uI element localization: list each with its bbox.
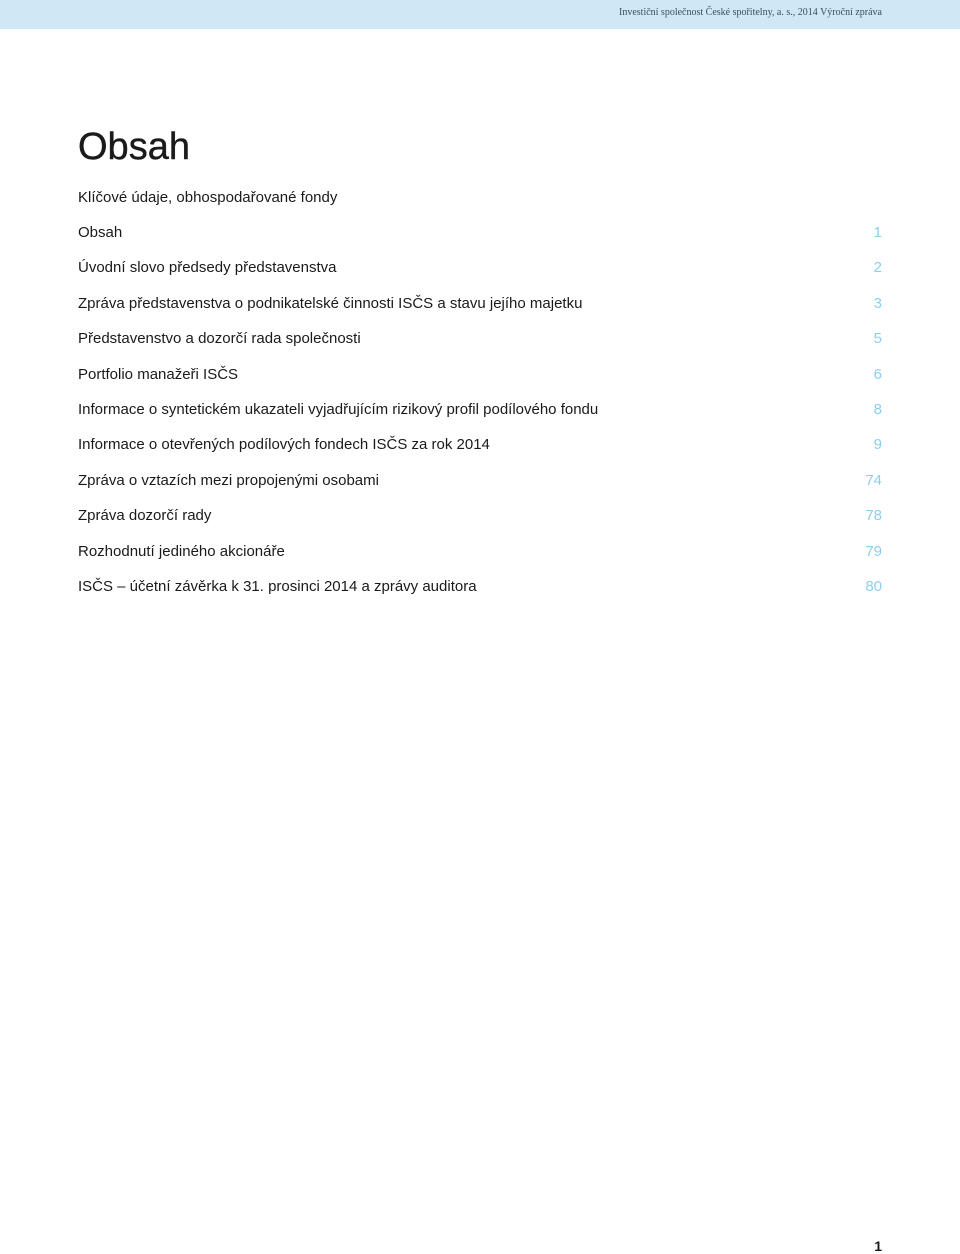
header-band [0,0,960,29]
toc-label: Úvodní slovo předsedy představenstva [78,259,337,277]
toc-label: Zpráva o vztazích mezi propojenými osobami [78,471,379,489]
page-number: 1 [874,1238,882,1254]
toc-page-number: 5 [873,330,882,348]
intro-line: Klíčové údaje, obhospodařované fondy [78,189,338,206]
table-of-contents [78,224,882,613]
toc-row[interactable] [78,366,882,401]
toc-row[interactable] [78,436,882,471]
toc-label: Představenstvo a dozorčí rada společnosti [78,330,361,348]
toc-page-number: 3 [873,294,882,312]
toc-label: Zpráva dozorčí rady [78,507,212,525]
toc-page-number: 74 [865,471,882,489]
toc-label: Obsah [78,224,123,241]
toc-row[interactable] [78,578,882,613]
toc-label: Informace o otevřených podílových fondech ISČS za rok 2014 [78,436,490,454]
toc-row[interactable] [78,543,882,578]
toc-page-number: 9 [873,436,882,454]
toc-row[interactable] [78,507,882,542]
running-header: Investiční společnost České spořitelny, a. s., 2014 Výroční zpráva [619,7,882,18]
toc-row[interactable] [78,401,882,436]
toc-row[interactable] [78,224,882,259]
toc-page-number: 1 [873,224,882,241]
toc-row[interactable] [78,295,882,330]
toc-label: Portfolio manažeři ISČS [78,365,239,383]
toc-row[interactable] [78,259,882,294]
toc-label: ISČS – účetní závěrka k 31. prosinci 2014 a zprávy auditora [78,577,477,595]
toc-page-number: 80 [865,577,882,595]
toc-page-number: 6 [873,365,882,383]
toc-page-number: 78 [865,507,882,525]
toc-row[interactable] [78,330,882,365]
page-title: Obsah [78,126,190,168]
toc-page-number: 2 [873,259,882,277]
toc-page-number: 79 [865,542,882,560]
toc-label: Zpráva představenstva o podnikatelské činnosti ISČS a stavu jejího majetku [78,294,583,312]
toc-page-number: 8 [873,400,882,418]
toc-row[interactable] [78,472,882,507]
toc-label: Rozhodnutí jediného akcionáře [78,542,285,560]
toc-label: Informace o syntetickém ukazateli vyjadřujícím rizikový profil podílového fondu [78,400,599,418]
